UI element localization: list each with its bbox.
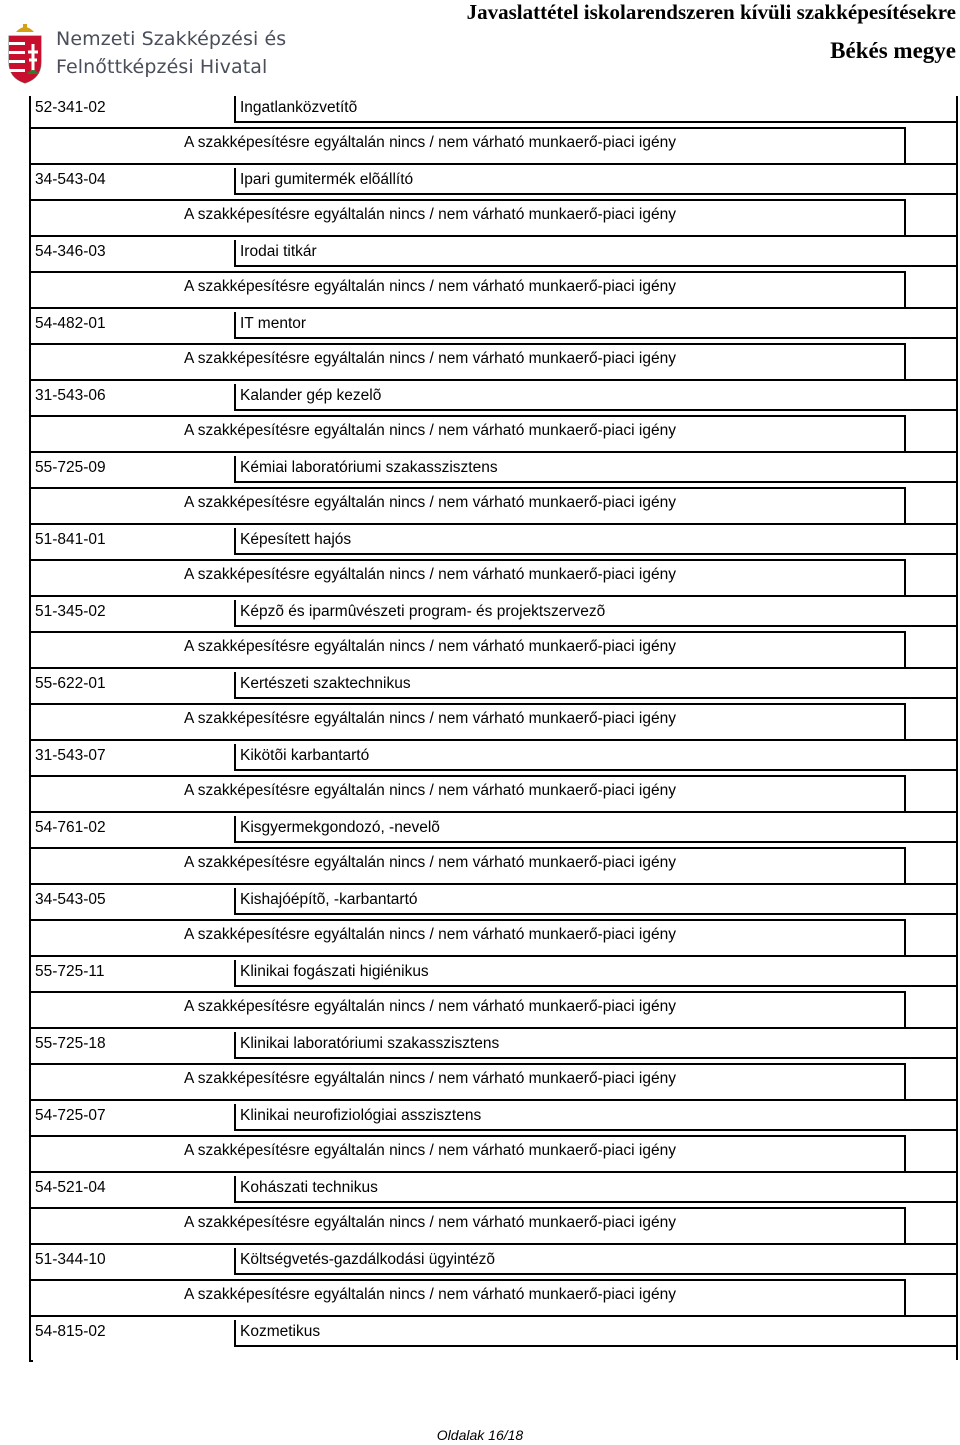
table-row [29, 600, 958, 672]
table-row [29, 1320, 958, 1392]
cell-border [234, 1129, 958, 1131]
qualification-code: 54-521-04 [35, 1179, 106, 1196]
table-row [29, 384, 958, 456]
cell-border [234, 888, 236, 914]
cell-border [904, 919, 906, 957]
cell-border [904, 271, 906, 309]
labour-demand-text: A szakképesítésre egyáltalán nincs / nem várható munkaerő-piaci igény [184, 854, 676, 871]
qualification-name: Kalander gép kezelõ [240, 387, 382, 404]
cell-border [29, 883, 958, 885]
cell-border [234, 1320, 236, 1346]
labour-demand-text: A szakképesítésre egyáltalán nincs / nem várható munkaerő-piaci igény [184, 1286, 676, 1303]
cell-border [29, 1315, 958, 1317]
cell-border [234, 168, 236, 194]
qualification-name: Ipari gumitermék elõállító [240, 171, 414, 188]
table-row [29, 960, 958, 1032]
labour-demand-text: A szakképesítésre egyáltalán nincs / nem várható munkaerő-piaci igény [184, 1214, 676, 1231]
cell-border [234, 769, 958, 771]
table-row [29, 168, 958, 240]
cell-border [234, 985, 958, 987]
cell-border [29, 487, 906, 489]
cell-border [29, 343, 906, 345]
qualification-code: 34-543-04 [35, 171, 106, 188]
cell-border [29, 1243, 958, 1245]
labour-demand-text: A szakképesítésre egyáltalán nincs / nem várható munkaerő-piaci igény [184, 566, 676, 583]
qualification-name: Irodai titkár [240, 243, 317, 260]
cell-border [904, 559, 906, 597]
cell-border [234, 337, 958, 339]
hungarian-crest-icon [6, 22, 44, 84]
cell-border [904, 1135, 906, 1173]
cell-border [29, 1027, 958, 1029]
qualification-code: 54-761-02 [35, 819, 106, 836]
cell-border [29, 1099, 958, 1101]
table-row [29, 1248, 958, 1320]
table-row [29, 312, 958, 384]
labour-demand-text: A szakképesítésre egyáltalán nincs / nem várható munkaerő-piaci igény [184, 278, 676, 295]
cell-border [29, 307, 958, 309]
cell-border [904, 1279, 906, 1317]
qualification-code: 54-346-03 [35, 243, 106, 260]
cell-border [234, 672, 236, 698]
qualification-name: Kohászati technikus [240, 1179, 378, 1196]
qualification-code: 31-543-06 [35, 387, 106, 404]
labour-demand-text: A szakképesítésre egyáltalán nincs / nem várható munkaerő-piaci igény [184, 1070, 676, 1087]
cell-border [234, 1273, 958, 1275]
cell-border [234, 240, 236, 266]
qualification-name: Kertészeti szaktechnikus [240, 675, 411, 692]
cell-border [234, 744, 236, 770]
labour-demand-text: A szakképesítésre egyáltalán nincs / nem várható munkaerő-piaci igény [184, 422, 676, 439]
labour-demand-text: A szakképesítésre egyáltalán nincs / nem várható munkaerő-piaci igény [184, 782, 676, 799]
qualification-code: 54-482-01 [35, 315, 106, 332]
cell-border [904, 487, 906, 525]
cell-border [234, 409, 958, 411]
table-row [29, 1104, 958, 1176]
labour-demand-text: A szakképesítésre egyáltalán nincs / nem várható munkaerő-piaci igény [184, 998, 676, 1015]
cell-border [29, 991, 906, 993]
qualification-name: Klinikai neurofiziológiai asszisztens [240, 1107, 482, 1124]
table-row [29, 528, 958, 600]
cell-border [234, 1201, 958, 1203]
labour-demand-text: A szakképesítésre egyáltalán nincs / nem várható munkaerő-piaci igény [184, 206, 676, 223]
labour-demand-text: A szakképesítésre egyáltalán nincs / nem várható munkaerő-piaci igény [184, 494, 676, 511]
document-title: Javaslattétel iskolarendszeren kívüli szakképesítésekre [466, 0, 956, 24]
cell-border [904, 775, 906, 813]
cell-border [29, 1171, 958, 1173]
cell-border [29, 1279, 906, 1281]
qualification-name: Klinikai laboratóriumi szakasszisztens [240, 1035, 500, 1052]
labour-demand-text: A szakképesítésre egyáltalán nincs / nem várható munkaerő-piaci igény [184, 710, 676, 727]
cell-border [234, 841, 958, 843]
qualification-code: 52-341-02 [35, 99, 106, 116]
cell-border [29, 451, 958, 453]
cell-border [29, 379, 958, 381]
logo [4, 22, 324, 86]
cell-border [29, 955, 958, 957]
logo-text-line2: Felnőttképzési Hivatal [56, 56, 268, 78]
cell-border [234, 553, 958, 555]
cell-border [234, 96, 236, 122]
cell-border [904, 199, 906, 237]
cell-border [234, 312, 236, 338]
cell-border [904, 1063, 906, 1101]
qualification-code: 31-543-07 [35, 747, 106, 764]
cell-border [29, 415, 906, 417]
cell-border [29, 775, 906, 777]
cell-border [29, 811, 958, 813]
page-number: Oldalak 16/18 [436, 1427, 524, 1443]
qualification-name: Képzõ és iparmûvészeti program- és projektszervezõ [240, 603, 606, 620]
qualification-name: Költségvetés-gazdálkodási ügyintézõ [240, 1251, 496, 1268]
cell-border [29, 559, 906, 561]
cell-border [29, 163, 958, 165]
cell-border [904, 631, 906, 669]
logo-text-line1: Nemzeti Szakképzési és [56, 28, 287, 50]
labour-demand-text: A szakképesítésre egyáltalán nincs / nem várható munkaerő-piaci igény [184, 134, 676, 151]
cell-border [29, 127, 906, 129]
cell-border [904, 847, 906, 885]
cell-border [234, 600, 236, 626]
cell-border [904, 703, 906, 741]
table-row [29, 1176, 958, 1248]
cell-border [904, 127, 906, 165]
cell-border [234, 1345, 958, 1347]
qualification-code: 34-543-05 [35, 891, 106, 908]
cell-border [29, 199, 906, 201]
cell-border [29, 1360, 33, 1362]
cell-border [234, 816, 236, 842]
cell-border [29, 1063, 906, 1065]
cell-border [234, 697, 958, 699]
cell-border [234, 456, 236, 482]
labour-demand-text: A szakképesítésre egyáltalán nincs / nem várható munkaerő-piaci igény [184, 1142, 676, 1159]
cell-border [234, 1248, 236, 1274]
qualification-code: 51-344-10 [35, 1251, 106, 1268]
cell-border [29, 631, 906, 633]
qualification-code: 51-345-02 [35, 603, 106, 620]
table-row [29, 96, 958, 168]
qualification-name: Kozmetikus [240, 1323, 321, 1340]
cell-border [234, 121, 958, 123]
cell-border [29, 1135, 906, 1137]
qualification-code: 54-725-07 [35, 1107, 106, 1124]
table-row [29, 456, 958, 528]
qualification-name: Képesített hajós [240, 531, 352, 548]
cell-border [904, 415, 906, 453]
cell-border [29, 667, 958, 669]
cell-border [29, 271, 906, 273]
table-row [29, 744, 958, 816]
qualification-code: 55-725-18 [35, 1035, 106, 1052]
cell-border [29, 595, 958, 597]
document-region: Békés megye [830, 38, 956, 63]
table-row [29, 240, 958, 312]
cell-border [29, 739, 958, 741]
cell-border [29, 235, 958, 237]
cell-border [234, 265, 958, 267]
qualification-name: Klinikai fogászati higiénikus [240, 963, 429, 980]
cell-border [234, 528, 236, 554]
qualification-code: 55-725-11 [35, 963, 105, 980]
qualification-code: 54-815-02 [35, 1323, 106, 1340]
cell-border [234, 193, 958, 195]
cell-border [904, 343, 906, 381]
cell-border [29, 523, 958, 525]
cell-border [29, 847, 906, 849]
qualification-code: 55-725-09 [35, 459, 106, 476]
cell-border [29, 919, 906, 921]
qualification-table [29, 96, 958, 1360]
cell-border [29, 703, 906, 705]
table-row [29, 888, 958, 960]
qualification-name: Ingatlanközvetítõ [240, 99, 358, 116]
cell-border [234, 625, 958, 627]
cell-border [234, 1057, 958, 1059]
labour-demand-text: A szakképesítésre egyáltalán nincs / nem várható munkaerő-piaci igény [184, 926, 676, 943]
qualification-name: IT mentor [240, 315, 307, 332]
table-row [29, 816, 958, 888]
labour-demand-text: A szakképesítésre egyáltalán nincs / nem várható munkaerő-piaci igény [184, 638, 676, 655]
cell-border [29, 1207, 906, 1209]
qualification-code: 51-841-01 [35, 531, 106, 548]
qualification-name: Kishajóépítõ, -karbantartó [240, 891, 418, 908]
cell-border [234, 1104, 236, 1130]
table-row [29, 672, 958, 744]
qualification-name: Kémiai laboratóriumi szakasszisztens [240, 459, 498, 476]
cell-border [234, 960, 236, 986]
qualification-code: 55-622-01 [35, 675, 106, 692]
cell-border [234, 1032, 236, 1058]
cell-border [904, 1207, 906, 1245]
cell-border [234, 913, 958, 915]
cell-border [904, 991, 906, 1029]
cell-border [234, 1176, 236, 1202]
cell-border [234, 481, 958, 483]
table-row [29, 1032, 958, 1104]
qualification-name: Kikötõi karbantartó [240, 747, 370, 764]
labour-demand-text: A szakképesítésre egyáltalán nincs / nem várható munkaerő-piaci igény [184, 350, 676, 367]
cell-border [234, 384, 236, 410]
qualification-name: Kisgyermekgondozó, -nevelõ [240, 819, 440, 836]
